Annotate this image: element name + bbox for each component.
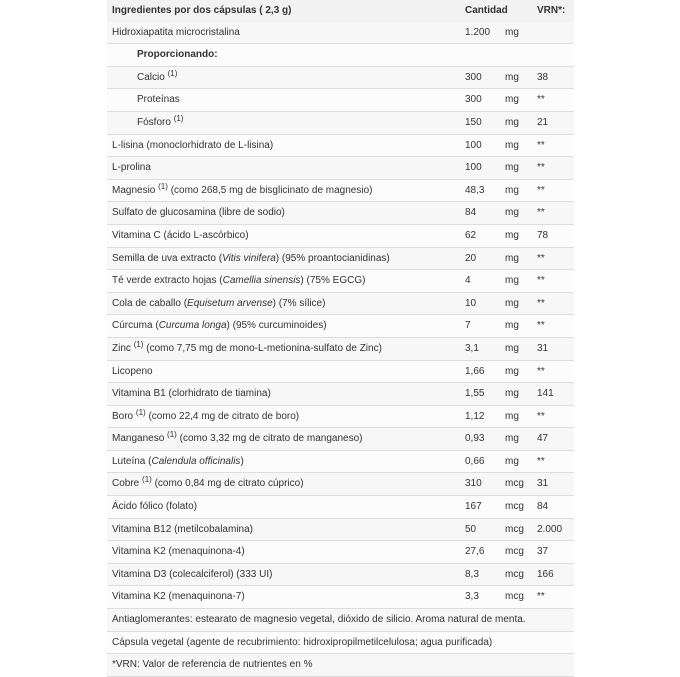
table-row (107, 179, 574, 202)
note-row (107, 609, 574, 632)
table-row (107, 337, 574, 360)
quantity-unit: mg (500, 134, 532, 157)
quantity-unit: mg (500, 22, 532, 44)
quantity-unit: mg (500, 405, 532, 428)
quantity-unit: mg (500, 383, 532, 406)
quantity-unit: mg (500, 179, 532, 202)
table-row (107, 450, 574, 473)
quantity-unit: mg (500, 247, 532, 270)
quantity-value: 300 (460, 66, 500, 89)
vrn-value: ** (532, 270, 574, 293)
ingredient-name: Licopeno (107, 360, 460, 383)
note-vrn: *VRN: Valor de referencia de nutrientes en % (107, 654, 574, 677)
quantity-value: 4 (460, 270, 500, 293)
quantity-unit: mcg (500, 563, 532, 586)
quantity-unit: mcg (500, 518, 532, 541)
ingredient-name: Sulfato de glucosamina (libre de sodio) (107, 202, 460, 225)
table-row (107, 22, 574, 44)
table-row (107, 383, 574, 406)
table-row (107, 586, 574, 609)
ingredient-name: Vitamina D3 (colecalciferol) (333 UI) (107, 563, 460, 586)
footnote-marker: (1) (167, 68, 178, 78)
ingredient-name: Vitamina B1 (clorhidrato de tiamina) (107, 383, 460, 406)
ingredient-name: L-lisina (monoclorhidrato de L-lisina) (107, 134, 460, 157)
ingredient-name: L-prolina (107, 157, 460, 180)
vrn-value: 38 (532, 66, 574, 89)
table-row (107, 111, 574, 134)
quantity-value: 0,93 (460, 428, 500, 451)
quantity-unit: mg (500, 337, 532, 360)
footnote-marker: (1) (173, 113, 184, 123)
nutrition-table-container (107, 0, 574, 677)
vrn-value: ** (532, 586, 574, 609)
ingredient-name: Cola de caballo (Equisetum arvense) (7% sílice) (107, 292, 460, 315)
vrn-value: ** (532, 247, 574, 270)
quantity-unit: mg (500, 428, 532, 451)
table-row (107, 360, 574, 383)
table-row (107, 89, 574, 112)
quantity-unit: mg (500, 89, 532, 112)
table-row (107, 292, 574, 315)
note-row (107, 631, 574, 654)
vrn-value: 37 (532, 541, 574, 564)
quantity-value: 150 (460, 111, 500, 134)
quantity-value: 310 (460, 473, 500, 496)
vrn-value: ** (532, 134, 574, 157)
ingredient-name: Vitamina K2 (menaquinona-7) (107, 586, 460, 609)
table-row (107, 157, 574, 180)
footnote-marker: (1) (135, 407, 146, 417)
ingredient-name: Vitamina C (ácido L-ascórbico) (107, 224, 460, 247)
ingredient-name: Té verde extracto hojas (Camellia sinensis) (75% EGCG) (107, 270, 460, 293)
ingredient-name: Hidroxiapatita microcristalina (107, 22, 460, 44)
header-quantity: Cantidad (460, 0, 532, 22)
quantity-unit: mg (500, 157, 532, 180)
quantity-value: 48,3 (460, 179, 500, 202)
vrn-value (532, 22, 574, 44)
ingredient-name: Luteína (Calendula officinalis) (107, 450, 460, 473)
vrn-value: ** (532, 360, 574, 383)
vrn-value: 166 (532, 563, 574, 586)
table-row (107, 518, 574, 541)
quantity-value: 0,66 (460, 450, 500, 473)
quantity-value: 3,3 (460, 586, 500, 609)
ingredient-name: Proteínas (107, 89, 460, 112)
table-row (107, 405, 574, 428)
vrn-value: ** (532, 202, 574, 225)
vrn-value: 78 (532, 224, 574, 247)
ingredient-name: Ácido fólico (folato) (107, 496, 460, 519)
table-row (107, 66, 574, 89)
quantity-unit: mg (500, 270, 532, 293)
ingredient-name: Fósforo $^{(1)}$ (107, 111, 460, 134)
ingredient-name: Zinc $^{(1)}$ (como 7,75 mg de mono-L-metionina-sulfato de Zinc) (107, 337, 460, 360)
table-row (107, 315, 574, 338)
table-row (107, 224, 574, 247)
vrn-value: ** (532, 292, 574, 315)
quantity-value: 300 (460, 89, 500, 112)
table-row (107, 541, 574, 564)
vrn-value: ** (532, 450, 574, 473)
quantity-value: 167 (460, 496, 500, 519)
note-antiaglomerantes: Antiaglomerantes: estearato de magnesio vegetal, dióxido de silicio. Aroma natural de menta. (107, 609, 574, 632)
quantity-unit: mcg (500, 586, 532, 609)
quantity-value: 50 (460, 518, 500, 541)
quantity-unit: mcg (500, 473, 532, 496)
quantity-unit: mg (500, 111, 532, 134)
quantity-value (460, 44, 500, 67)
quantity-value: 7 (460, 315, 500, 338)
quantity-unit: mg (500, 66, 532, 89)
footnote-marker: (1) (158, 181, 168, 191)
quantity-value: 100 (460, 134, 500, 157)
ingredient-name: Calcio $^{(1)}$ (107, 66, 460, 89)
quantity-unit: mg (500, 224, 532, 247)
note-capsula: Cápsula vegetal (agente de recubrimiento: hidroxipropilmetilcelulosa; agua purificada) (107, 631, 574, 654)
vrn-value: ** (532, 157, 574, 180)
vrn-value: ** (532, 179, 574, 202)
table-row (107, 44, 574, 67)
footnote-marker: (1) (142, 475, 152, 485)
ingredient-name: Semilla de uva extracto (Vitis vinifera) (95% proantocianidinas) (107, 247, 460, 270)
quantity-value: 10 (460, 292, 500, 315)
quantity-value: 62 (460, 224, 500, 247)
quantity-unit: mcg (500, 496, 532, 519)
vrn-value: 31 (532, 473, 574, 496)
quantity-value: 1,66 (460, 360, 500, 383)
vrn-value (532, 44, 574, 67)
vrn-value: 141 (532, 383, 574, 406)
table-row (107, 496, 574, 519)
vrn-value: ** (532, 315, 574, 338)
quantity-unit: mcg (500, 541, 532, 564)
ingredient-name: Cobre $^{(1)}$ (como 0,84 mg de citrato cúprico) (107, 473, 460, 496)
table-row (107, 134, 574, 157)
quantity-unit: mg (500, 360, 532, 383)
vrn-value: 47 (532, 428, 574, 451)
table-row (107, 428, 574, 451)
quantity-value: 100 (460, 157, 500, 180)
table-row (107, 247, 574, 270)
table-row (107, 270, 574, 293)
table-header-row (107, 0, 574, 22)
quantity-value: 3,1 (460, 337, 500, 360)
quantity-unit: mg (500, 450, 532, 473)
quantity-value: 84 (460, 202, 500, 225)
quantity-value: 1.200 (460, 22, 500, 44)
table-row (107, 563, 574, 586)
quantity-value: 1,55 (460, 383, 500, 406)
quantity-value: 27,6 (460, 541, 500, 564)
quantity-unit (500, 44, 532, 67)
quantity-value: 20 (460, 247, 500, 270)
vrn-value: ** (532, 89, 574, 112)
quantity-value: 8,3 (460, 563, 500, 586)
vrn-value: ** (532, 405, 574, 428)
ingredient-name: Boro $^{(1)}$ (como 22,4 mg de citrato de boro) (107, 405, 460, 428)
nutrition-table (107, 0, 574, 677)
vrn-value: 21 (532, 111, 574, 134)
ingredient-name: Manganeso $^{(1)}$ (como 3,32 mg de citrato de manganeso) (107, 428, 460, 451)
quantity-unit: mg (500, 202, 532, 225)
quantity-unit: mg (500, 292, 532, 315)
ingredient-name: Cúrcuma (Curcuma longa) (95% curcuminoides) (107, 315, 460, 338)
table-row (107, 202, 574, 225)
header-vrn: VRN*: (532, 0, 574, 22)
footnote-marker: (1) (133, 339, 144, 349)
ingredient-name: Vitamina K2 (menaquinona-4) (107, 541, 460, 564)
note-row (107, 654, 574, 677)
footnote-marker: (1) (167, 430, 177, 440)
ingredient-name: Vitamina B12 (metilcobalamina) (107, 518, 460, 541)
quantity-unit: mg (500, 315, 532, 338)
vrn-value: 31 (532, 337, 574, 360)
table-row (107, 473, 574, 496)
vrn-value: 2.000 (532, 518, 574, 541)
quantity-value: 1,12 (460, 405, 500, 428)
header-ingredient: Ingredientes por dos cápsulas ( 2,3 g) (107, 0, 460, 22)
ingredient-name: Magnesio $^{(1)}$ (como 268,5 mg de bisglicinato de magnesio) (107, 179, 460, 202)
vrn-value: 84 (532, 496, 574, 519)
ingredient-name: Proporcionando: (107, 44, 460, 67)
